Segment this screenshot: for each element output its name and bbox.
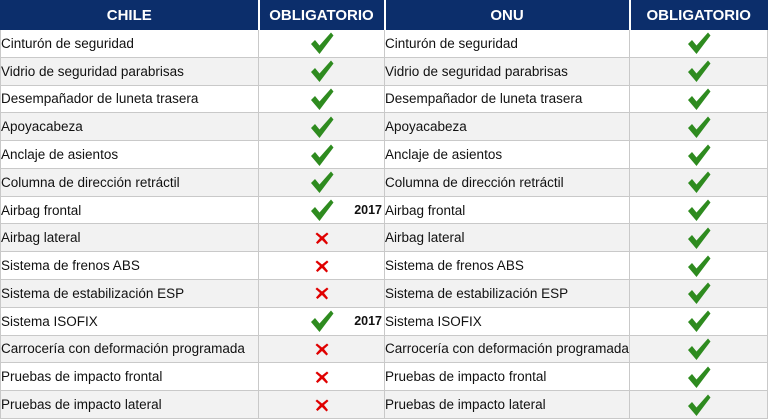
onu-item-label: Apoyacabeza — [385, 113, 630, 141]
cross-icon — [314, 285, 330, 301]
cross-icon — [314, 397, 330, 413]
chile-mandatory-cell — [259, 335, 385, 363]
onu-mandatory-cell — [630, 57, 768, 85]
chile-item-label: Cinturón de seguridad — [1, 30, 259, 58]
chile-mandatory-cell — [259, 307, 385, 335]
table-row — [1, 141, 768, 169]
header-chile: CHILE — [1, 1, 259, 30]
chile-item-label: Airbag frontal — [1, 196, 259, 224]
onu-mandatory-cell — [630, 363, 768, 391]
table-row — [1, 252, 768, 280]
chile-item-label: Sistema de estabilización ESP — [1, 280, 259, 308]
chile-item-label: Sistema de frenos ABS — [1, 252, 259, 280]
table-row — [1, 224, 768, 252]
chile-mandatory-cell — [259, 168, 385, 196]
table-body — [1, 30, 768, 419]
check-icon — [309, 30, 335, 56]
header-onu: ONU — [385, 1, 630, 30]
chile-item-label: Pruebas de impacto lateral — [1, 391, 259, 419]
chile-mandatory-cell — [259, 224, 385, 252]
check-icon — [686, 86, 712, 112]
onu-item-label: Airbag lateral — [385, 224, 630, 252]
onu-mandatory-cell — [630, 335, 768, 363]
check-icon — [686, 225, 712, 251]
header-row — [1, 1, 768, 30]
chile-year-label: 2017 — [354, 314, 382, 329]
check-icon — [686, 169, 712, 195]
cross-icon — [314, 258, 330, 274]
chile-item-label: Apoyacabeza — [1, 113, 259, 141]
table-row — [1, 280, 768, 308]
table-row — [1, 196, 768, 224]
chile-year-label: 2017 — [354, 203, 382, 218]
check-icon — [309, 58, 335, 84]
chile-item-label: Desempañador de luneta trasera — [1, 85, 259, 113]
chile-mandatory-cell — [259, 85, 385, 113]
chile-item-label: Vidrio de seguridad parabrisas — [1, 57, 259, 85]
check-icon — [686, 58, 712, 84]
cross-icon — [314, 230, 330, 246]
cross-icon — [314, 369, 330, 385]
header-chile-mandatory: OBLIGATORIO — [259, 1, 385, 30]
table-row — [1, 85, 768, 113]
check-icon — [686, 114, 712, 140]
chile-item-label: Carrocería con deformación programada — [1, 335, 259, 363]
onu-item-label: Anclaje de asientos — [385, 141, 630, 169]
table-row — [1, 168, 768, 196]
chile-mandatory-cell — [259, 252, 385, 280]
cross-icon — [314, 341, 330, 357]
chile-mandatory-cell — [259, 57, 385, 85]
table-row — [1, 391, 768, 419]
chile-mandatory-cell — [259, 113, 385, 141]
table-row — [1, 57, 768, 85]
onu-item-label: Pruebas de impacto frontal — [385, 363, 630, 391]
onu-mandatory-cell — [630, 280, 768, 308]
onu-item-label: Desempañador de luneta trasera — [385, 85, 630, 113]
check-icon — [686, 364, 712, 390]
check-icon — [309, 308, 335, 334]
check-icon — [686, 30, 712, 56]
onu-mandatory-cell — [630, 252, 768, 280]
table-row — [1, 307, 768, 335]
onu-item-label: Sistema de frenos ABS — [385, 252, 630, 280]
onu-mandatory-cell — [630, 307, 768, 335]
check-icon — [309, 197, 335, 223]
check-icon — [686, 197, 712, 223]
onu-item-label: Airbag frontal — [385, 196, 630, 224]
check-icon — [686, 392, 712, 418]
chile-mandatory-cell — [259, 391, 385, 419]
onu-mandatory-cell — [630, 168, 768, 196]
onu-item-label: Sistema ISOFIX — [385, 307, 630, 335]
onu-item-label: Cinturón de seguridad — [385, 30, 630, 58]
chile-mandatory-cell — [259, 196, 385, 224]
chile-mandatory-cell — [259, 30, 385, 58]
onu-item-label: Sistema de estabilización ESP — [385, 280, 630, 308]
check-icon — [686, 253, 712, 279]
onu-mandatory-cell — [630, 85, 768, 113]
onu-mandatory-cell — [630, 30, 768, 58]
chile-mandatory-cell — [259, 141, 385, 169]
table-row — [1, 363, 768, 391]
onu-mandatory-cell — [630, 391, 768, 419]
check-icon — [309, 114, 335, 140]
onu-mandatory-cell — [630, 224, 768, 252]
check-icon — [686, 280, 712, 306]
onu-mandatory-cell — [630, 196, 768, 224]
chile-item-label: Airbag lateral — [1, 224, 259, 252]
check-icon — [309, 169, 335, 195]
check-icon — [686, 308, 712, 334]
table-row — [1, 335, 768, 363]
onu-item-label: Vidrio de seguridad parabrisas — [385, 57, 630, 85]
onu-mandatory-cell — [630, 113, 768, 141]
onu-item-label: Columna de dirección retráctil — [385, 168, 630, 196]
table-row — [1, 30, 768, 58]
onu-item-label: Carrocería con deformación programada — [385, 335, 630, 363]
check-icon — [686, 142, 712, 168]
chile-item-label: Columna de dirección retráctil — [1, 168, 259, 196]
table-row — [1, 113, 768, 141]
header-onu-mandatory: OBLIGATORIO — [630, 1, 768, 30]
onu-mandatory-cell — [630, 141, 768, 169]
chile-mandatory-cell — [259, 280, 385, 308]
onu-item-label: Pruebas de impacto lateral — [385, 391, 630, 419]
chile-item-label: Anclaje de asientos — [1, 141, 259, 169]
chile-item-label: Pruebas de impacto frontal — [1, 363, 259, 391]
check-icon — [309, 142, 335, 168]
check-icon — [309, 86, 335, 112]
chile-item-label: Sistema ISOFIX — [1, 307, 259, 335]
chile-mandatory-cell — [259, 363, 385, 391]
check-icon — [686, 336, 712, 362]
